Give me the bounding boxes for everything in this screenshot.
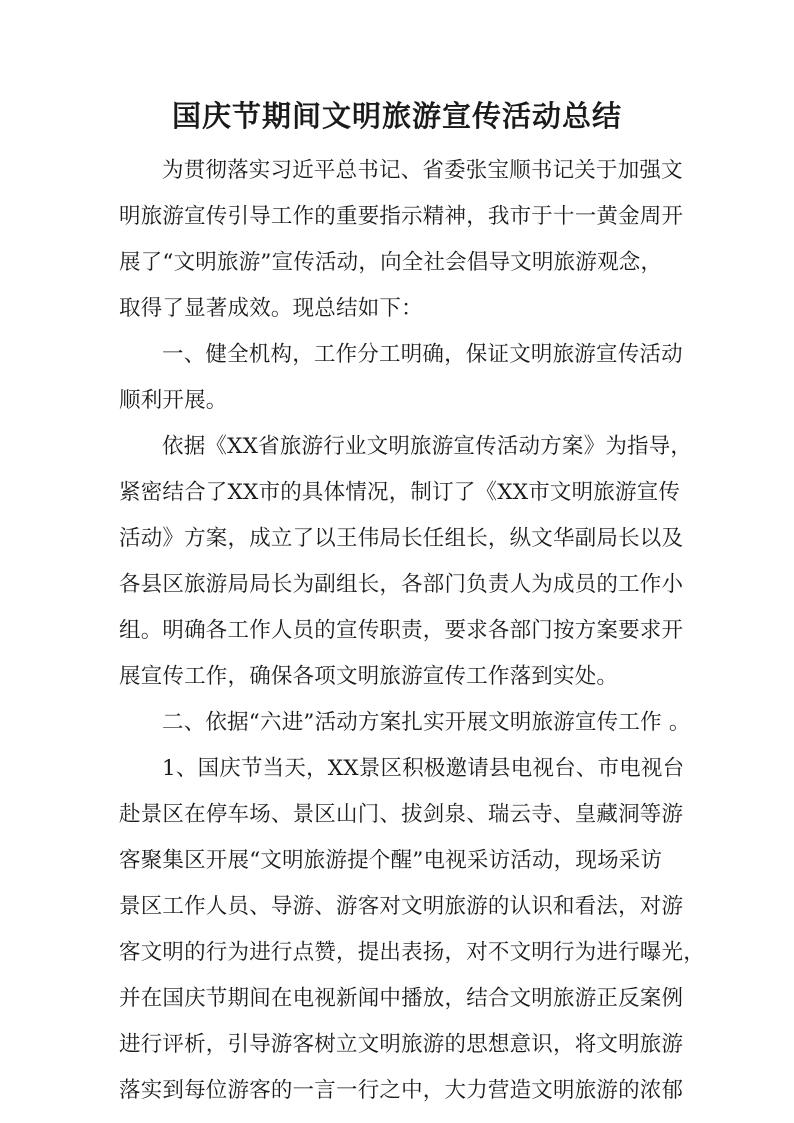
paragraph-line: 赴景区在停车场、景区山门、拔剑泉、瑞云寺、皇藏洞等游 [119, 802, 684, 827]
paragraph-line: 各县区旅游局局长为副组长，各部门负责人为成员的工作小 [119, 572, 684, 597]
paragraph-line: 景区工作人员、导游、游客对文明旅游的认识和看法，对游 [119, 894, 684, 919]
paragraph-line: 展了“文明旅游”宣传活动，向全社会倡导文明旅游观念， [119, 250, 663, 275]
paragraph-line: 取得了显著成效。现总结如下： [119, 296, 423, 321]
paragraph-line: 为贯彻落实习近平总书记、省委张宝顺书记关于加强文 [162, 158, 683, 183]
paragraph-line: 紧密结合了XX市的具体情况，制订了《XX市文明旅游宣传 [119, 480, 681, 505]
paragraph-line: 客聚集区开展“文明旅游提个醒”电视采访活动，现场采访 [119, 848, 663, 873]
section-heading-line: 顺利开展。 [119, 388, 228, 413]
paragraph-line: 1、国庆节当天，XX景区积极邀请县电视台、市电视台 [162, 756, 685, 781]
section-heading-line: 一、健全机构，工作分工明确，保证文明旅游宣传活动 [162, 342, 683, 367]
section-heading-line: 二、依据“六进”活动方案扎实开展文明旅游宣传工作 。 [162, 710, 691, 735]
paragraph-line: 依据《XX省旅游行业文明旅游宣传活动方案》为指导， [162, 434, 693, 459]
document-title: 国庆节期间文明旅游宣传活动总结 [171, 99, 622, 133]
paragraph-line: 进行评析，引导游客树立文明旅游的思想意识，将文明旅游 [119, 1032, 684, 1057]
paragraph-line: 并在国庆节期间在电视新闻中播放，结合文明旅游正反案例 [119, 986, 684, 1011]
paragraph-line: 活动》方案，成立了以王伟局长任组长，纵文华副局长以及 [119, 526, 684, 551]
paragraph-line: 客文明的行为进行点赞，提出表扬，对不文明行为进行曝光， [119, 940, 705, 965]
paragraph-line: 组。明确各工作人员的宣传职责，要求各部门按方案要求开 [119, 618, 684, 643]
paragraph-line: 落实到每位游客的一言一行之中，大力营造文明旅游的浓郁 [119, 1078, 684, 1103]
paragraph-line: 明旅游宣传引导工作的重要指示精神，我市于十一黄金周开 [119, 204, 684, 229]
paragraph-line: 展宣传工作，确保各项文明旅游宣传工作落到实处。 [119, 664, 619, 689]
